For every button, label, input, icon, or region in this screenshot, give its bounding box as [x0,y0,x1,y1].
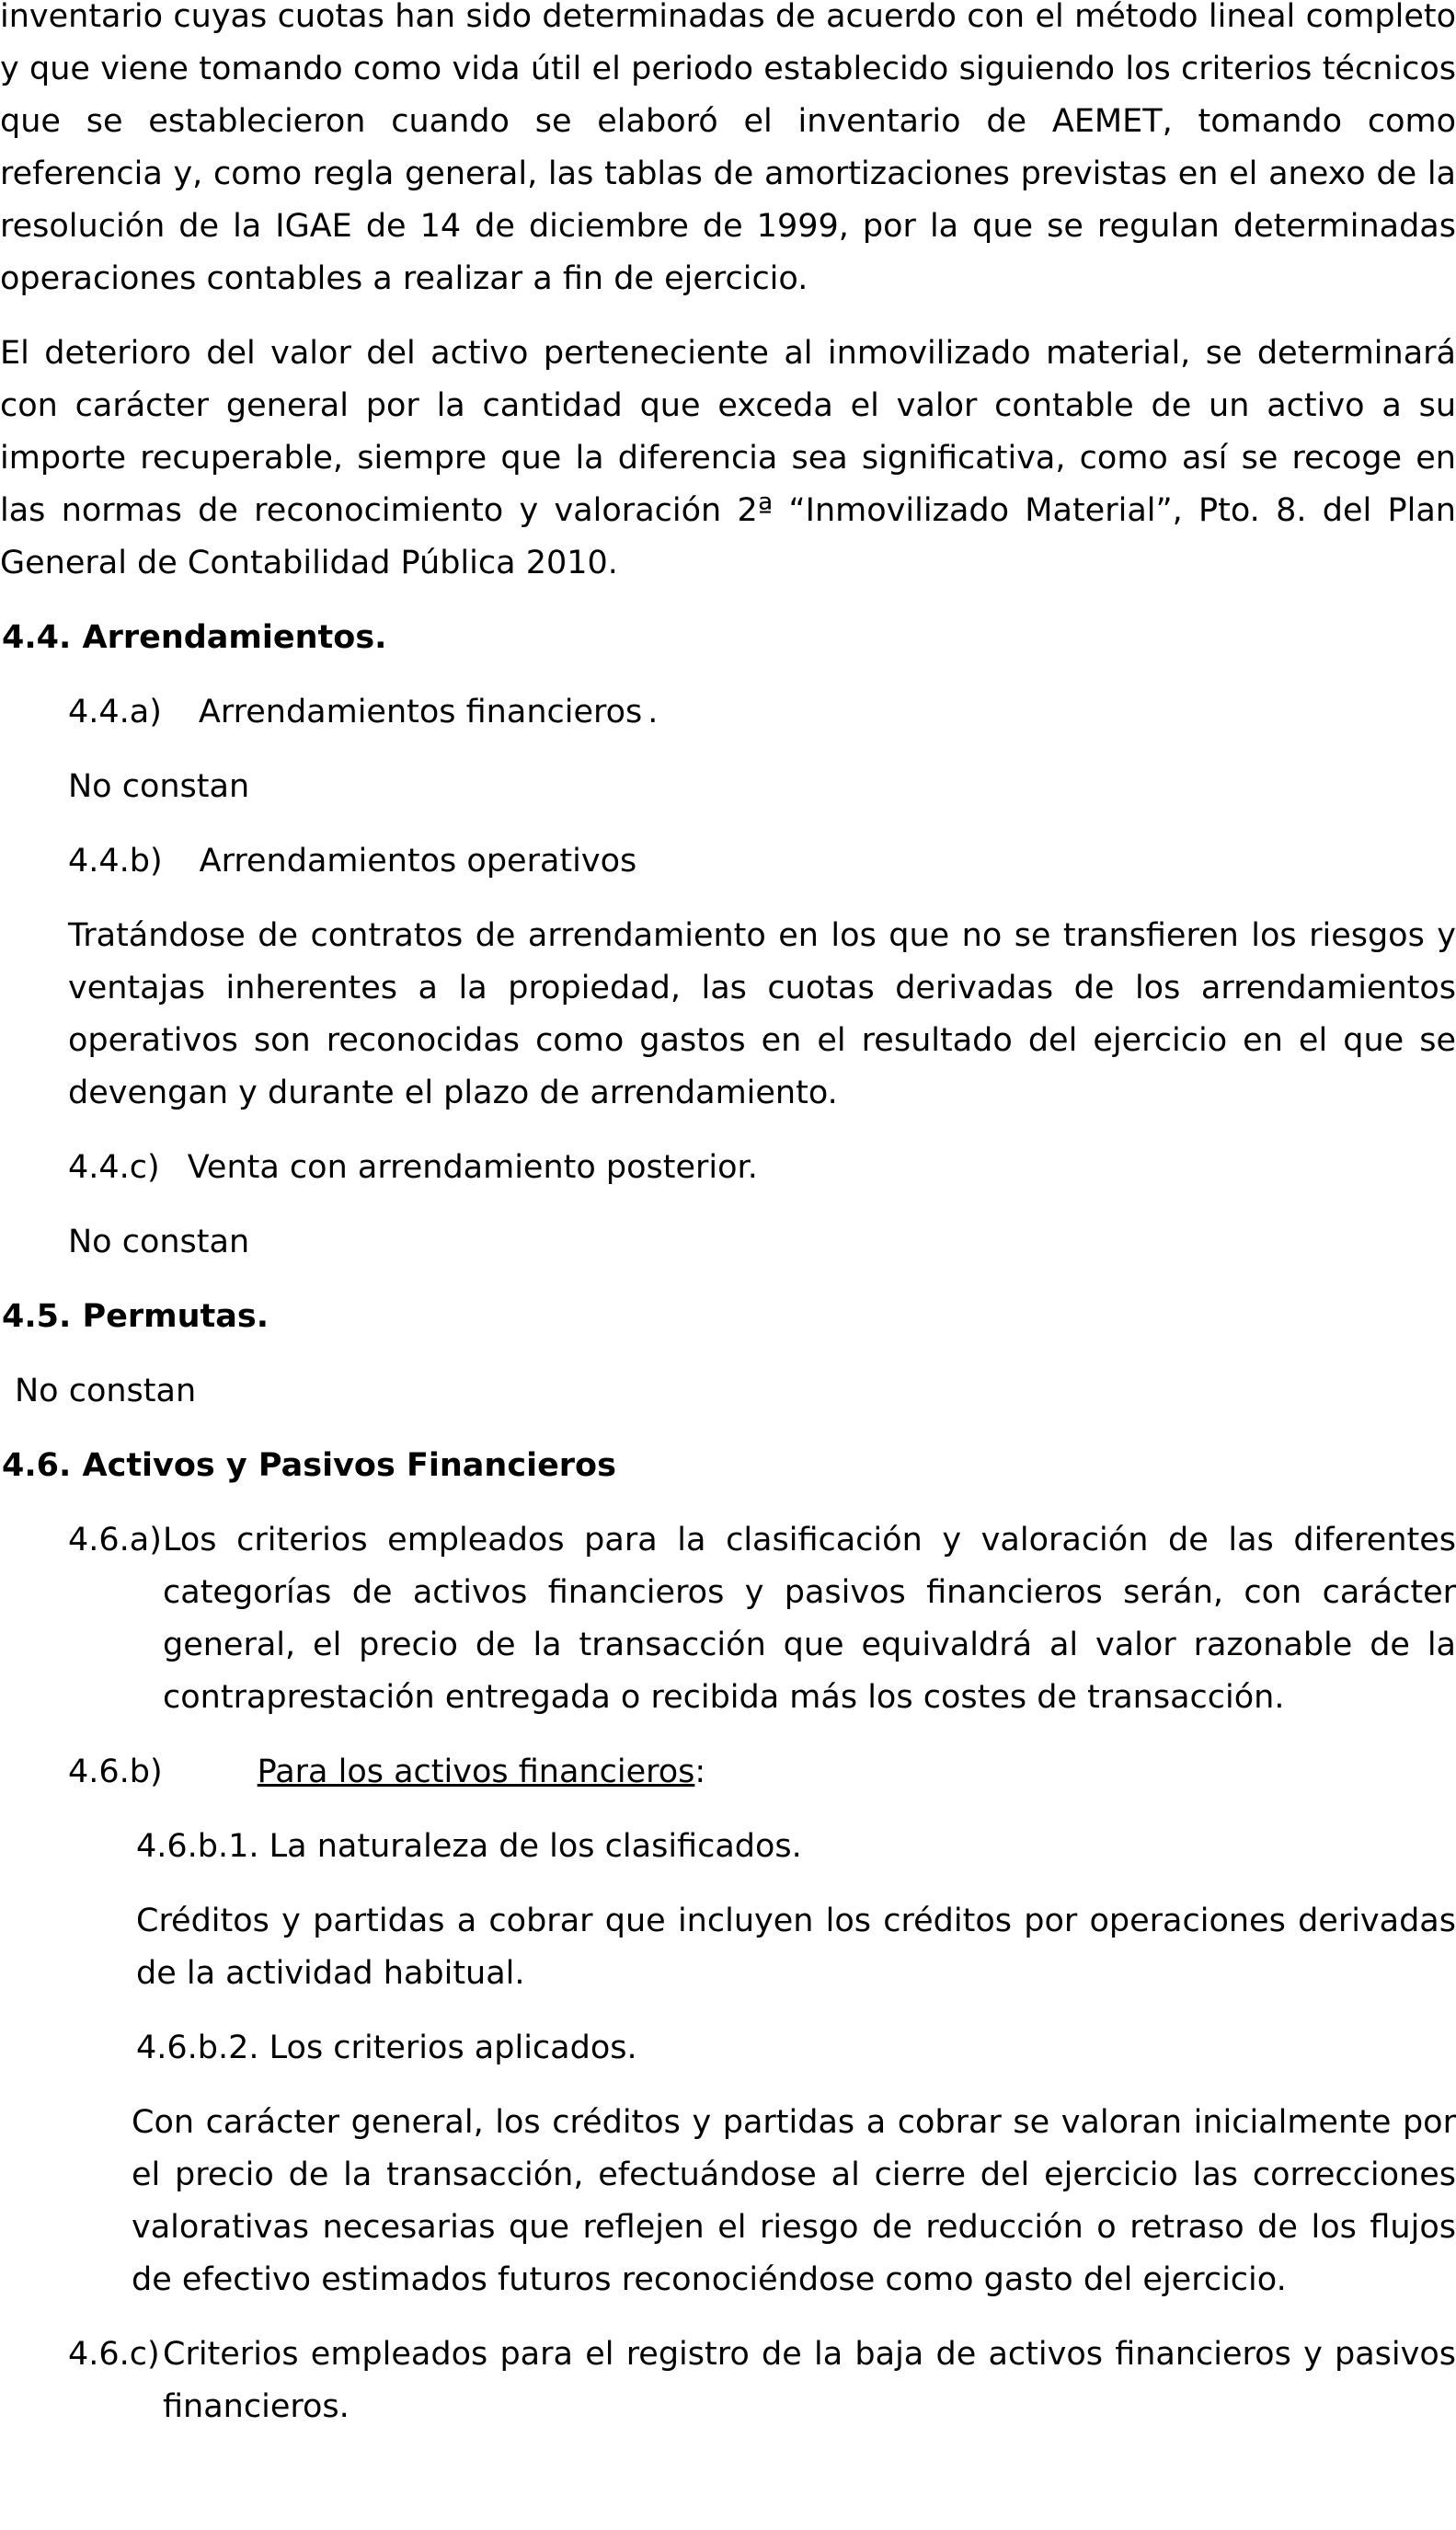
subsection-title: Arrendamientos operativos [199,843,637,880]
subsection-4-4-c-body: No constan [68,1224,250,1260]
subsection-first-word: Los [163,1522,217,1558]
subsection-body: criterios empleados para la clasificación y valoración de las diferentes categorías de activos financieros y pasivos financieros serán, con carácter general, el precio de la transacción que equivaldrá al valor razonable de la contraprestación entregada o recibida más los costes de transacción. [163,1522,1456,1716]
paragraph-impairment: El deterioro del valor del activo perteneciente al inmovilizado material, se determinará con carácter general por la cantidad que exceda el valor contable de un activo a su importe recuperable, siempre que la diferencia sea significativa, como así se recoge en las normas de reconocimiento y valoración 2ª “Inmovilizado Material”, Pto. 8. del Plan General de Contabilidad Pública 2010. [0,335,1456,581]
section-heading-4-4: 4.4. Arrendamientos. [2,619,387,656]
subsection-4-6-b [0,1746,1456,1799]
subsection-title: Para los activos financieros [257,1754,695,1790]
subsection-4-4-c [0,1142,1456,1194]
subsection-4-6-a-text [62,1514,1456,1724]
section-heading-4-6: 4.6. Activos y Pasivos Financieros [2,1447,616,1484]
subsection-4-6-c [0,2329,1456,2433]
subsection-period: . [648,694,659,730]
section-heading-4-5: 4.5. Permutas. [2,1298,269,1335]
subsection-4-4-a-body: No constan [68,768,250,805]
subsection-number: 4.6.c) [68,2336,160,2373]
subsection-4-6-b-2-body: Con carácter general, los créditos y partidas a cobrar se valoran inicialmente por el precio de la transacción, efectuándose al cierre del ejercicio las correcciones valorativas necesarias que reflejen el riesgo de reducción o retraso de los flujos de efectivo estimados futuros reconociéndose como gasto del ejercicio. [132,2104,1456,2298]
subsection-4-6-a-wrapper [163,1514,1456,1724]
section-4-5-body: No constan [15,1373,197,1409]
subsection-4-6-c-text [62,2329,1456,2433]
subsection-number: 4.4.b) [68,843,163,880]
subsection-number: 4.6.b) [68,1754,163,1790]
subsection-4-6-b-2-title: 4.6.b.2. Los criterios aplicados. [136,2030,637,2066]
subsection-4-6-a [0,1514,1456,1724]
subsection-4-4-b [0,835,1456,888]
subsection-4-6-c-wrapper [163,2329,1456,2433]
subsection-colon: : [694,1754,706,1790]
subsection-body: Criterios empleados para el registro de la baja de activos financieros y pasivos financieros. [163,2336,1456,2425]
subsection-title: Arrendamientos financieros [198,694,643,730]
subsection-number: 4.6.a) [68,1522,162,1558]
subsection-4-4-a [0,686,1456,739]
subsection-4-4-b-body: Tratándose de contratos de arrendamiento en los que no se transfieren los riesgos y ventajas inherentes a la propiedad, las cuotas derivadas de los arrendamientos operativos son reconocidas como gastos en el resultado del ejercicio en el que se devengan y durante el plazo de arrendamiento. [68,917,1456,1111]
subsection-number: 4.4.c) [68,1149,160,1186]
paragraph-amortization: inventario cuyas cuotas han sido determinadas de acuerdo con el método lineal completo y que viene tomando como vida útil el periodo establecido siguiendo los criterios técnicos que se establecieron cuando se elaboró el inventario de AEMET, tomando como referencia y, como regla general, las tablas de amortizaciones previstas en el anexo de la resolución de la IGAE de 14 de diciembre de 1999, por la que se regulan determinadas operaciones contables a realizar a fin de ejercicio. [0,0,1456,297]
subsection-4-6-b-1-title: 4.6.b.1. La naturaleza de los clasificados. [136,1828,802,1865]
subsection-number: 4.4.a) [68,694,162,730]
subsection-4-6-b-1-body: Créditos y partidas a cobrar que incluyen los créditos por operaciones derivadas de la actividad habitual. [136,1903,1456,1992]
subsection-title: Venta con arrendamiento posterior. [187,1149,758,1186]
